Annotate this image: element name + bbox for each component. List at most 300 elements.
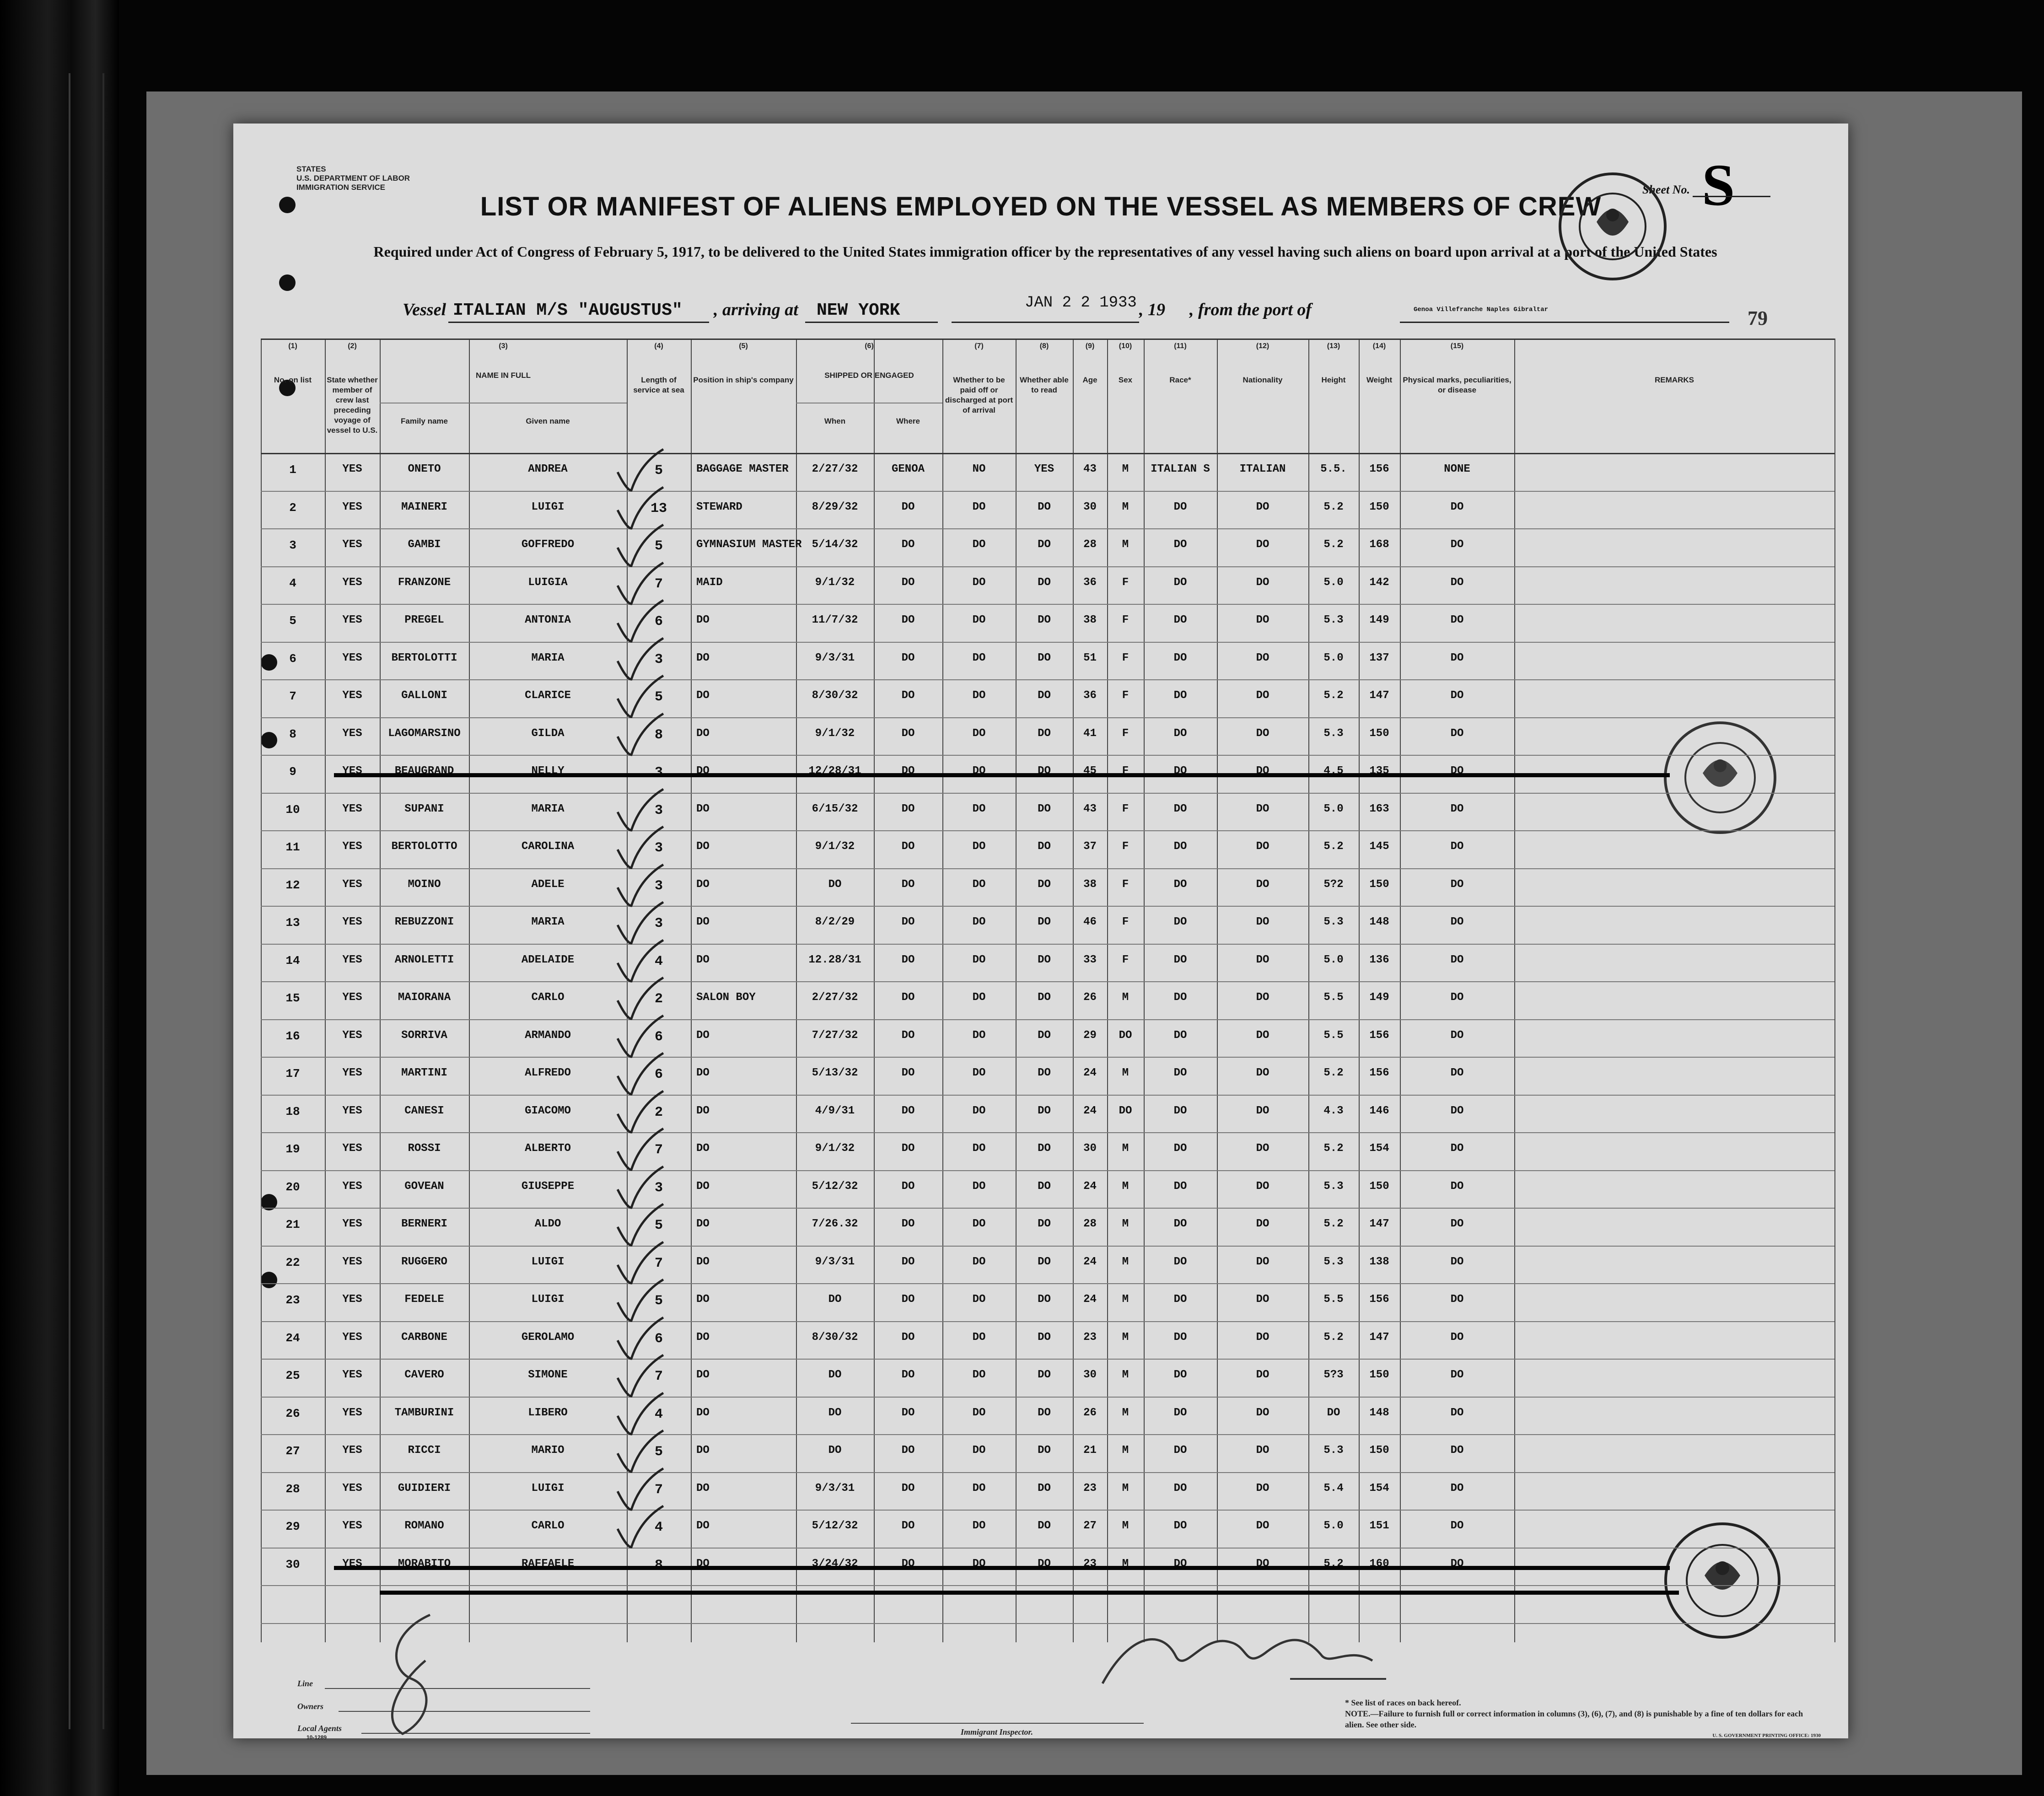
cell-value: DO: [828, 1444, 842, 1457]
cell-value: DO: [1038, 953, 1051, 966]
cell-value: DO: [901, 1369, 915, 1381]
row-number: 11: [285, 840, 300, 854]
row-rule: [261, 981, 1834, 982]
cell-value: 150: [1369, 1369, 1389, 1381]
cell-value: 154: [1369, 1142, 1389, 1155]
penalty-note: NOTE.—Failure to furnish full or correct information in columns (3), (6), (7), and (8) is punishable by a fine of ten dollars for each alien. See other side.: [1345, 1709, 1803, 1729]
row-number: 20: [285, 1180, 300, 1194]
column-rule: [261, 339, 262, 1642]
row-rule: [261, 1208, 1834, 1209]
cell-value: M: [1122, 1444, 1129, 1457]
cell-value: BAGGAGE MASTER: [696, 463, 789, 475]
cell-value: DO: [972, 1520, 986, 1532]
cell-value: 3: [654, 1180, 663, 1196]
cell-value: DO: [1038, 1482, 1051, 1495]
row-number: 30: [285, 1557, 300, 1571]
cell-value: PREGEL: [404, 614, 444, 626]
cell-value: 43: [1083, 463, 1097, 475]
cell-value: LAGOMARSINO: [388, 727, 461, 740]
cell-value: 5: [654, 689, 663, 705]
cell-value: DO: [901, 878, 915, 891]
cell-value: ROMANO: [404, 1520, 444, 1532]
cell-value: 9/1/32: [815, 1142, 855, 1155]
cell-value: DO: [972, 878, 986, 891]
cell-value: 5.3: [1323, 1444, 1344, 1457]
handwritten-mark-icon: [371, 1606, 453, 1743]
column-subheader: Where: [896, 417, 920, 425]
row-number: 4: [289, 576, 296, 590]
cell-value: MORABITO: [398, 1557, 451, 1570]
cell-value: 5?2: [1323, 878, 1344, 891]
cell-value: 5.2: [1323, 689, 1344, 702]
row-number: 17: [285, 1067, 300, 1081]
column-number: (3): [499, 342, 508, 350]
cell-value: DO: [1450, 1180, 1464, 1193]
inspector-signature-line: [851, 1723, 1144, 1724]
cell-value: 5.5: [1323, 1293, 1344, 1306]
cell-value: DO: [1173, 1255, 1187, 1268]
cell-value: DO: [1173, 1482, 1187, 1495]
footnotes: [1345, 1697, 1821, 1741]
cell-value: 5.0: [1323, 651, 1344, 664]
column-subheader: When: [824, 417, 846, 425]
cell-value: DO: [1038, 1331, 1051, 1344]
column-number: (10): [1119, 342, 1132, 350]
cell-value: DO: [1450, 991, 1464, 1004]
cell-value: CAVERO: [404, 1369, 444, 1381]
cell-value: YES: [342, 1142, 362, 1155]
cell-value: DO: [1173, 878, 1187, 891]
cell-value: 4: [654, 1520, 663, 1535]
cell-value: 6: [654, 1067, 663, 1082]
cell-value: DO: [1256, 991, 1269, 1004]
cell-value: 142: [1369, 576, 1389, 589]
cell-value: DO: [1038, 1142, 1051, 1155]
cell-value: YES: [342, 1369, 362, 1381]
column-rule: [691, 339, 692, 1642]
cell-value: DO: [1173, 538, 1187, 551]
printer-note: U. S. GOVERNMENT PRINTING OFFICE: 1930: [1712, 1733, 1821, 1738]
cell-value: GAMBI: [408, 538, 441, 551]
cell-value: M: [1122, 463, 1129, 475]
page-subtitle: Required under Act of Congress of February 5, 1917, to be delivered to the United States immigration officer by the representatives of any vessel having such aliens on board upon arrival at a port of the United States: [373, 243, 1717, 260]
cell-value: DO: [1450, 727, 1464, 740]
cell-value: DO: [1450, 538, 1464, 551]
cell-value: DO: [1173, 765, 1187, 777]
port-underline: [805, 322, 938, 323]
cell-value: DO: [901, 1218, 915, 1230]
row-rule: [261, 1548, 1834, 1549]
cell-value: 36: [1083, 576, 1097, 589]
cell-value: 160: [1369, 1557, 1389, 1570]
cell-value: LIBERO: [528, 1406, 568, 1419]
cell-value: YES: [342, 538, 362, 551]
cell-value: M: [1122, 1557, 1129, 1570]
cell-value: 30: [1083, 1369, 1097, 1381]
cell-value: YES: [342, 651, 362, 664]
cell-value: DO: [972, 500, 986, 513]
column-rule: [1073, 339, 1074, 1642]
cell-value: DO: [1256, 1218, 1269, 1230]
cell-value: 4: [654, 1406, 663, 1422]
cell-value: F: [1122, 916, 1129, 928]
cell-value: LUIGI: [531, 500, 565, 513]
cell-value: F: [1122, 614, 1129, 626]
cell-value: DO: [901, 1104, 915, 1117]
column-rule: [1308, 339, 1309, 1642]
cell-value: 5: [654, 1293, 663, 1309]
column-header: No. on list: [274, 376, 312, 384]
cell-value: GIACOMO: [525, 1104, 571, 1117]
cell-value: MARIO: [531, 1444, 565, 1457]
cell-value: F: [1122, 878, 1129, 891]
cell-value: DO: [1256, 916, 1269, 928]
cell-value: DO: [696, 802, 710, 815]
agents-label: Local Agents: [297, 1724, 342, 1733]
cell-value: LUIGI: [531, 1482, 565, 1495]
cell-value: M: [1122, 500, 1129, 513]
cell-value: DO: [1173, 1218, 1187, 1230]
cell-value: ARNOLETTI: [394, 953, 454, 966]
column-header: Length of service at sea: [633, 376, 684, 394]
cell-value: 5: [654, 463, 663, 479]
row-rule: [261, 491, 1834, 492]
cell-value: DO: [972, 1331, 986, 1344]
cell-value: DO: [1256, 538, 1269, 551]
row-number: 1: [289, 463, 296, 477]
cell-value: M: [1122, 1255, 1129, 1268]
cell-value: DO: [1256, 689, 1269, 702]
cell-value: LUIGIA: [528, 576, 568, 589]
handwritten-signature-icon: [1093, 1615, 1404, 1697]
cell-value: DO: [1173, 1293, 1187, 1306]
cell-value: DO: [1038, 1557, 1051, 1570]
cell-value: DO: [1173, 802, 1187, 815]
cell-value: DO: [696, 689, 710, 702]
row-number: 19: [285, 1142, 300, 1156]
from-underline: [1400, 322, 1729, 323]
cell-value: DO: [1173, 727, 1187, 740]
row-number: 15: [285, 991, 300, 1005]
column-header: Height: [1321, 376, 1346, 384]
cell-value: 36: [1083, 689, 1097, 702]
cell-value: M: [1122, 1180, 1129, 1193]
cell-value: 5.0: [1323, 953, 1344, 966]
cell-value: 5.3: [1323, 727, 1344, 740]
cell-value: DO: [1256, 1369, 1269, 1381]
cell-value: DO: [901, 500, 915, 513]
cell-value: 5.5.: [1320, 463, 1347, 475]
vessel-underline: [448, 322, 709, 323]
cell-value: DO: [1450, 1104, 1464, 1117]
cell-value: DO: [1450, 802, 1464, 815]
cell-value: DO: [696, 614, 710, 626]
cell-value: 5.2: [1323, 840, 1344, 853]
cell-value: 2: [654, 991, 663, 1007]
cell-value: YES: [1034, 463, 1054, 475]
column-number: (7): [974, 342, 984, 350]
cell-value: YES: [342, 576, 362, 589]
row-number: 28: [285, 1482, 300, 1496]
cell-value: DO: [1256, 1142, 1269, 1155]
cell-value: 26: [1083, 991, 1097, 1004]
cell-value: 146: [1369, 1104, 1389, 1117]
cell-value: GYMNASIUM MASTER: [696, 538, 802, 551]
cell-value: 33: [1083, 953, 1097, 966]
cell-value: YES: [342, 689, 362, 702]
row-number: 27: [285, 1444, 300, 1458]
cell-value: 4.5: [1323, 765, 1344, 777]
cell-value: DO: [696, 1369, 710, 1381]
cell-value: DO: [1173, 576, 1187, 589]
column-number: (4): [654, 342, 663, 350]
cell-value: DO: [1450, 1406, 1464, 1419]
column-number: (15): [1450, 342, 1464, 350]
cell-value: GIUSEPPE: [521, 1180, 575, 1193]
cell-value: 41: [1083, 727, 1097, 740]
column-header: Sex: [1118, 376, 1133, 384]
cell-value: DO: [1450, 1369, 1464, 1381]
row-number: 24: [285, 1331, 300, 1345]
cell-value: 5/14/32: [812, 538, 858, 551]
cell-value: 30: [1083, 500, 1097, 513]
cell-value: 147: [1369, 1218, 1389, 1230]
cell-value: 149: [1369, 991, 1389, 1004]
cell-value: 6: [654, 614, 663, 629]
cell-value: DO: [1450, 1444, 1464, 1457]
cell-value: 12.28/31: [808, 953, 861, 966]
cell-value: RICCI: [408, 1444, 441, 1457]
row-rule: [261, 642, 1834, 643]
cell-value: GOVEAN: [404, 1180, 444, 1193]
seal-text-line: IMMIGRATION SERVICE: [296, 183, 385, 192]
row-number: 9: [289, 765, 296, 779]
cell-value: F: [1122, 651, 1129, 664]
column-subheader: Family name: [401, 417, 448, 425]
row-rule: [261, 1019, 1834, 1020]
cell-value: 137: [1369, 651, 1389, 664]
cell-value: 30: [1083, 1142, 1097, 1155]
cell-value: M: [1122, 1218, 1129, 1230]
cell-value: DO: [696, 1482, 710, 1495]
cell-value: DO: [972, 1029, 986, 1042]
cell-value: DO: [1256, 651, 1269, 664]
cell-value: 28: [1083, 1218, 1097, 1230]
cell-value: 21: [1083, 1444, 1097, 1457]
cell-value: MAINERI: [401, 500, 447, 513]
cell-value: 3: [654, 765, 663, 780]
cell-value: DO: [1256, 840, 1269, 853]
line-label: Line: [297, 1679, 313, 1688]
cell-value: DO: [1450, 916, 1464, 928]
cell-value: DO: [972, 1067, 986, 1079]
cell-value: M: [1122, 1369, 1129, 1381]
cell-value: DO: [901, 916, 915, 928]
cell-value: 4: [654, 953, 663, 969]
cell-value: DO: [901, 1293, 915, 1306]
cell-value: DO: [1256, 1331, 1269, 1344]
cell-value: 5.3: [1323, 614, 1344, 626]
cell-value: DO: [1038, 614, 1051, 626]
cell-value: DO: [1256, 953, 1269, 966]
cell-value: 45: [1083, 765, 1097, 777]
sheet-underline: [1693, 196, 1770, 197]
cell-value: 5.2: [1323, 500, 1344, 513]
cell-value: MARIA: [531, 916, 565, 928]
cell-value: 150: [1369, 500, 1389, 513]
cell-value: DO: [972, 1218, 986, 1230]
cell-value: 7: [654, 1482, 663, 1498]
cell-value: YES: [342, 1218, 362, 1230]
inspector-label: Immigrant Inspector.: [961, 1727, 1033, 1737]
cell-value: 23: [1083, 1331, 1097, 1344]
agents-form-number: 10-1289: [307, 1734, 327, 1741]
cell-value: YES: [342, 916, 362, 928]
cell-value: YES: [342, 1557, 362, 1570]
cell-value: DO: [972, 689, 986, 702]
cell-value: DO: [1038, 802, 1051, 815]
cell-value: 168: [1369, 538, 1389, 551]
arrival-port: NEW YORK: [817, 301, 900, 320]
cell-value: BERTOLOTTO: [391, 840, 457, 853]
column-rule: [942, 339, 943, 1642]
cell-value: DO: [972, 651, 986, 664]
cell-value: MARTINI: [401, 1067, 447, 1079]
cell-value: RUGGERO: [401, 1255, 447, 1268]
cell-value: DO: [1450, 1331, 1464, 1344]
cell-value: DO: [828, 1406, 842, 1419]
cell-value: M: [1122, 1067, 1129, 1079]
cell-value: DO: [1038, 1520, 1051, 1532]
column-number: (11): [1174, 342, 1187, 350]
cell-value: 7/26.32: [812, 1218, 858, 1230]
cell-value: DO: [901, 1255, 915, 1268]
cell-value: DO: [696, 1180, 710, 1193]
cell-value: DO: [972, 576, 986, 589]
cell-value: DO: [696, 1255, 710, 1268]
cell-value: DO: [1173, 1180, 1187, 1193]
cell-value: DO: [1256, 1104, 1269, 1117]
cell-value: 51: [1083, 651, 1097, 664]
cell-value: DO: [1256, 1444, 1269, 1457]
cell-value: DO: [972, 614, 986, 626]
cell-value: DO: [1450, 500, 1464, 513]
cell-value: 24: [1083, 1104, 1097, 1117]
cell-value: M: [1122, 1142, 1129, 1155]
column-rule: [469, 339, 470, 1642]
row-rule: [261, 1170, 1834, 1171]
cell-value: 4.3: [1323, 1104, 1344, 1117]
cell-value: 2/27/32: [812, 463, 858, 475]
cell-value: 2: [654, 1104, 663, 1120]
column-subheader: Given name: [526, 417, 570, 425]
cell-value: DO: [972, 1142, 986, 1155]
cell-value: DO: [1038, 1406, 1051, 1419]
column-header: REMARKS: [1655, 376, 1694, 384]
strikethrough-line: [380, 1591, 1679, 1595]
cell-value: DO: [901, 1180, 915, 1193]
cell-value: DO: [1038, 727, 1051, 740]
cell-value: DO: [1256, 1406, 1269, 1419]
cell-value: DO: [1173, 614, 1187, 626]
column-header: Age: [1082, 376, 1097, 384]
cell-value: 5.0: [1323, 1520, 1344, 1532]
cell-value: YES: [342, 1406, 362, 1419]
cell-value: DO: [972, 538, 986, 551]
cell-value: GALLONI: [401, 689, 447, 702]
cell-value: DO: [1450, 689, 1464, 702]
column-number: (12): [1256, 342, 1269, 350]
cell-value: DO: [972, 953, 986, 966]
cell-value: 5.5: [1323, 991, 1344, 1004]
date-stamp: JAN 2 2 1933: [1025, 294, 1137, 312]
row-number: 18: [285, 1104, 300, 1118]
cell-value: ITALIAN S: [1151, 463, 1210, 475]
cell-value: CANESI: [404, 1104, 444, 1117]
cell-value: 9/3/31: [815, 1482, 855, 1495]
cell-value: 23: [1083, 1557, 1097, 1570]
cell-value: DO: [696, 953, 710, 966]
cell-value: DO: [1450, 1218, 1464, 1230]
cell-value: DO: [1450, 1067, 1464, 1079]
cell-value: DO: [1173, 1104, 1187, 1117]
vessel-label: Vessel: [403, 300, 446, 319]
cell-value: DO: [901, 538, 915, 551]
cell-value: 5.2: [1323, 1067, 1344, 1079]
cell-value: DO: [1173, 953, 1187, 966]
cell-value: 148: [1369, 916, 1389, 928]
column-rule: [380, 339, 381, 1642]
cell-value: DO: [828, 1293, 842, 1306]
cell-value: DO: [901, 576, 915, 589]
checkmark-icon: [613, 1501, 668, 1552]
column-header: Whether able to read: [1020, 376, 1069, 394]
cell-value: DO: [1173, 1067, 1187, 1079]
cell-value: DO: [1450, 576, 1464, 589]
header-rule: [261, 339, 1834, 340]
row-number: 3: [289, 538, 296, 552]
row-rule: [261, 1246, 1834, 1247]
cell-value: DO: [1173, 689, 1187, 702]
cell-value: DO: [972, 1369, 986, 1381]
row-number: 23: [285, 1293, 300, 1307]
cell-value: MAID: [696, 576, 723, 589]
cell-value: BEAUGRAND: [394, 765, 454, 777]
cell-value: ANTONIA: [525, 614, 571, 626]
cell-value: DO: [972, 1444, 986, 1457]
row-rule: [261, 793, 1834, 794]
header-rule: [261, 453, 1834, 454]
row-rule: [261, 1397, 1834, 1398]
cell-value: ITALIAN: [1239, 463, 1286, 475]
cell-value: DO: [1173, 651, 1187, 664]
punch-hole: [279, 274, 296, 291]
cell-value: DO: [696, 1029, 710, 1042]
cell-value: DO: [1256, 614, 1269, 626]
row-rule: [261, 1321, 1834, 1322]
cell-value: DO: [901, 953, 915, 966]
cell-value: DO: [901, 1520, 915, 1532]
cell-value: YES: [342, 1482, 362, 1495]
column-number: (13): [1327, 342, 1340, 350]
sheet-label: Sheet No.: [1642, 183, 1690, 196]
cell-value: MOINO: [408, 878, 441, 891]
cell-value: DO: [1450, 1557, 1464, 1570]
cell-value: 9/1/32: [815, 840, 855, 853]
row-rule: [261, 944, 1834, 945]
row-rule: [261, 1510, 1834, 1511]
row-rule: [261, 1095, 1834, 1096]
